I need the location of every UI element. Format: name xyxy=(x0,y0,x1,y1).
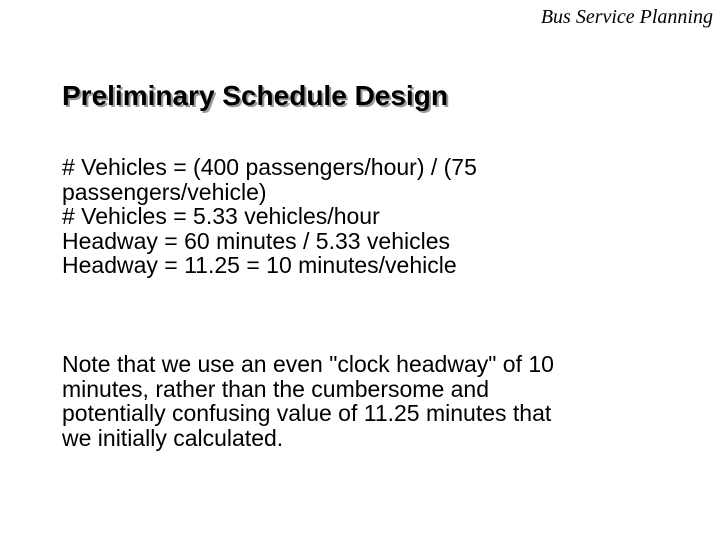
calculation-line: passengers/vehicle) xyxy=(62,178,267,205)
header-title: Bus Service Planning xyxy=(540,6,713,28)
note-line: minutes, rather than the cumbersome and xyxy=(62,375,490,402)
calculation-line: Headway = 60 minutes / 5.33 vehicles xyxy=(62,227,451,254)
calculation-line: Headway = 11.25 = 10 minutes/vehicle xyxy=(62,252,457,278)
note-line: we initially calculated. xyxy=(62,424,284,451)
calculation-block xyxy=(62,155,682,278)
note-line: potentially confusing value of 11.25 minutes that xyxy=(62,400,552,426)
calculation-line: # Vehicles = 5.33 vehicles/hour xyxy=(62,203,380,229)
note-paragraph xyxy=(62,352,682,450)
slide-title: Preliminary Schedule Design xyxy=(62,80,448,111)
calculation-line: # Vehicles = (400 passengers/hour) / (75 xyxy=(62,154,477,180)
note-line: Note that we use an even "clock headway" of 10 xyxy=(62,351,554,377)
